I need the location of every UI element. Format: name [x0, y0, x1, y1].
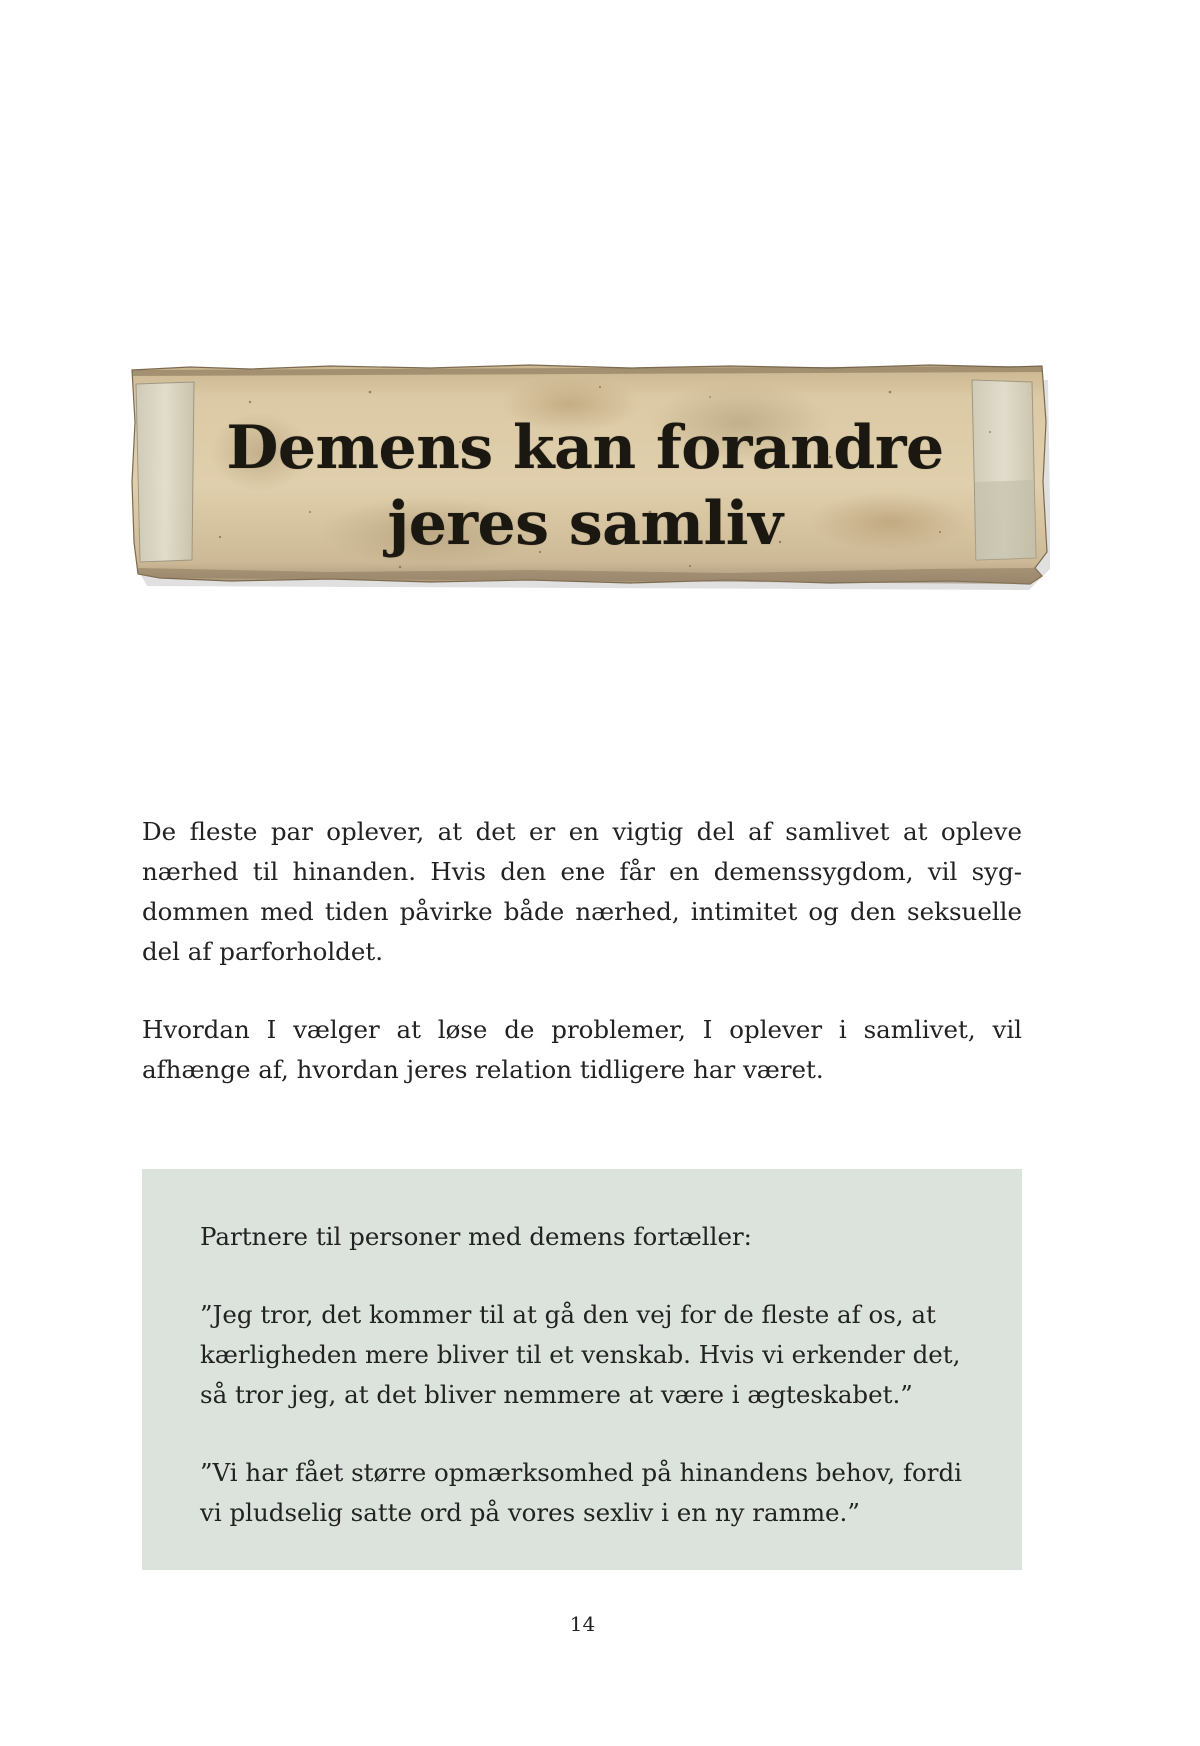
title-banner [130, 362, 1050, 590]
quote-box [142, 1169, 1022, 1570]
page-title [200, 410, 970, 562]
quote-intro: Partnere til personer med demens fortæller: [200, 1222, 752, 1251]
body-paragraph-1: De fleste par oplever, at det er en vigtig del af samlivet at opleve nærhed til hinanden. Hvis den ene får en demenssygdom, vil sygdommen med tiden påvirke både nærhed, intimitet og den seksuelle del af parforholdet. [142, 817, 1022, 966]
page-number: 14 [569, 1612, 596, 1636]
page-title-line-2: jeres samliv [387, 489, 783, 559]
body-paragraph-2: Hvordan I vælger at løse de problemer, I oplever i samlivet, vil afhænge af, hvordan jeres relation tidligere har været. [142, 1015, 1022, 1084]
quote-2: ”Vi har fået større opmærksomhed på hinandens behov, fordi vi pludselig satte ord på vores sexliv i en ny ramme.” [200, 1458, 962, 1527]
body-text [142, 812, 1022, 1128]
quote-1: ”Jeg tror, det kommer til at gå den vej for de fleste af os, at kærligheden mere bliver til et venskab. Hvis vi erkender det, så tror jeg, at det bliver nemmere at være i ægteskabet.” [200, 1300, 961, 1409]
page-title-line-1: Demens kan forandre [226, 413, 944, 483]
